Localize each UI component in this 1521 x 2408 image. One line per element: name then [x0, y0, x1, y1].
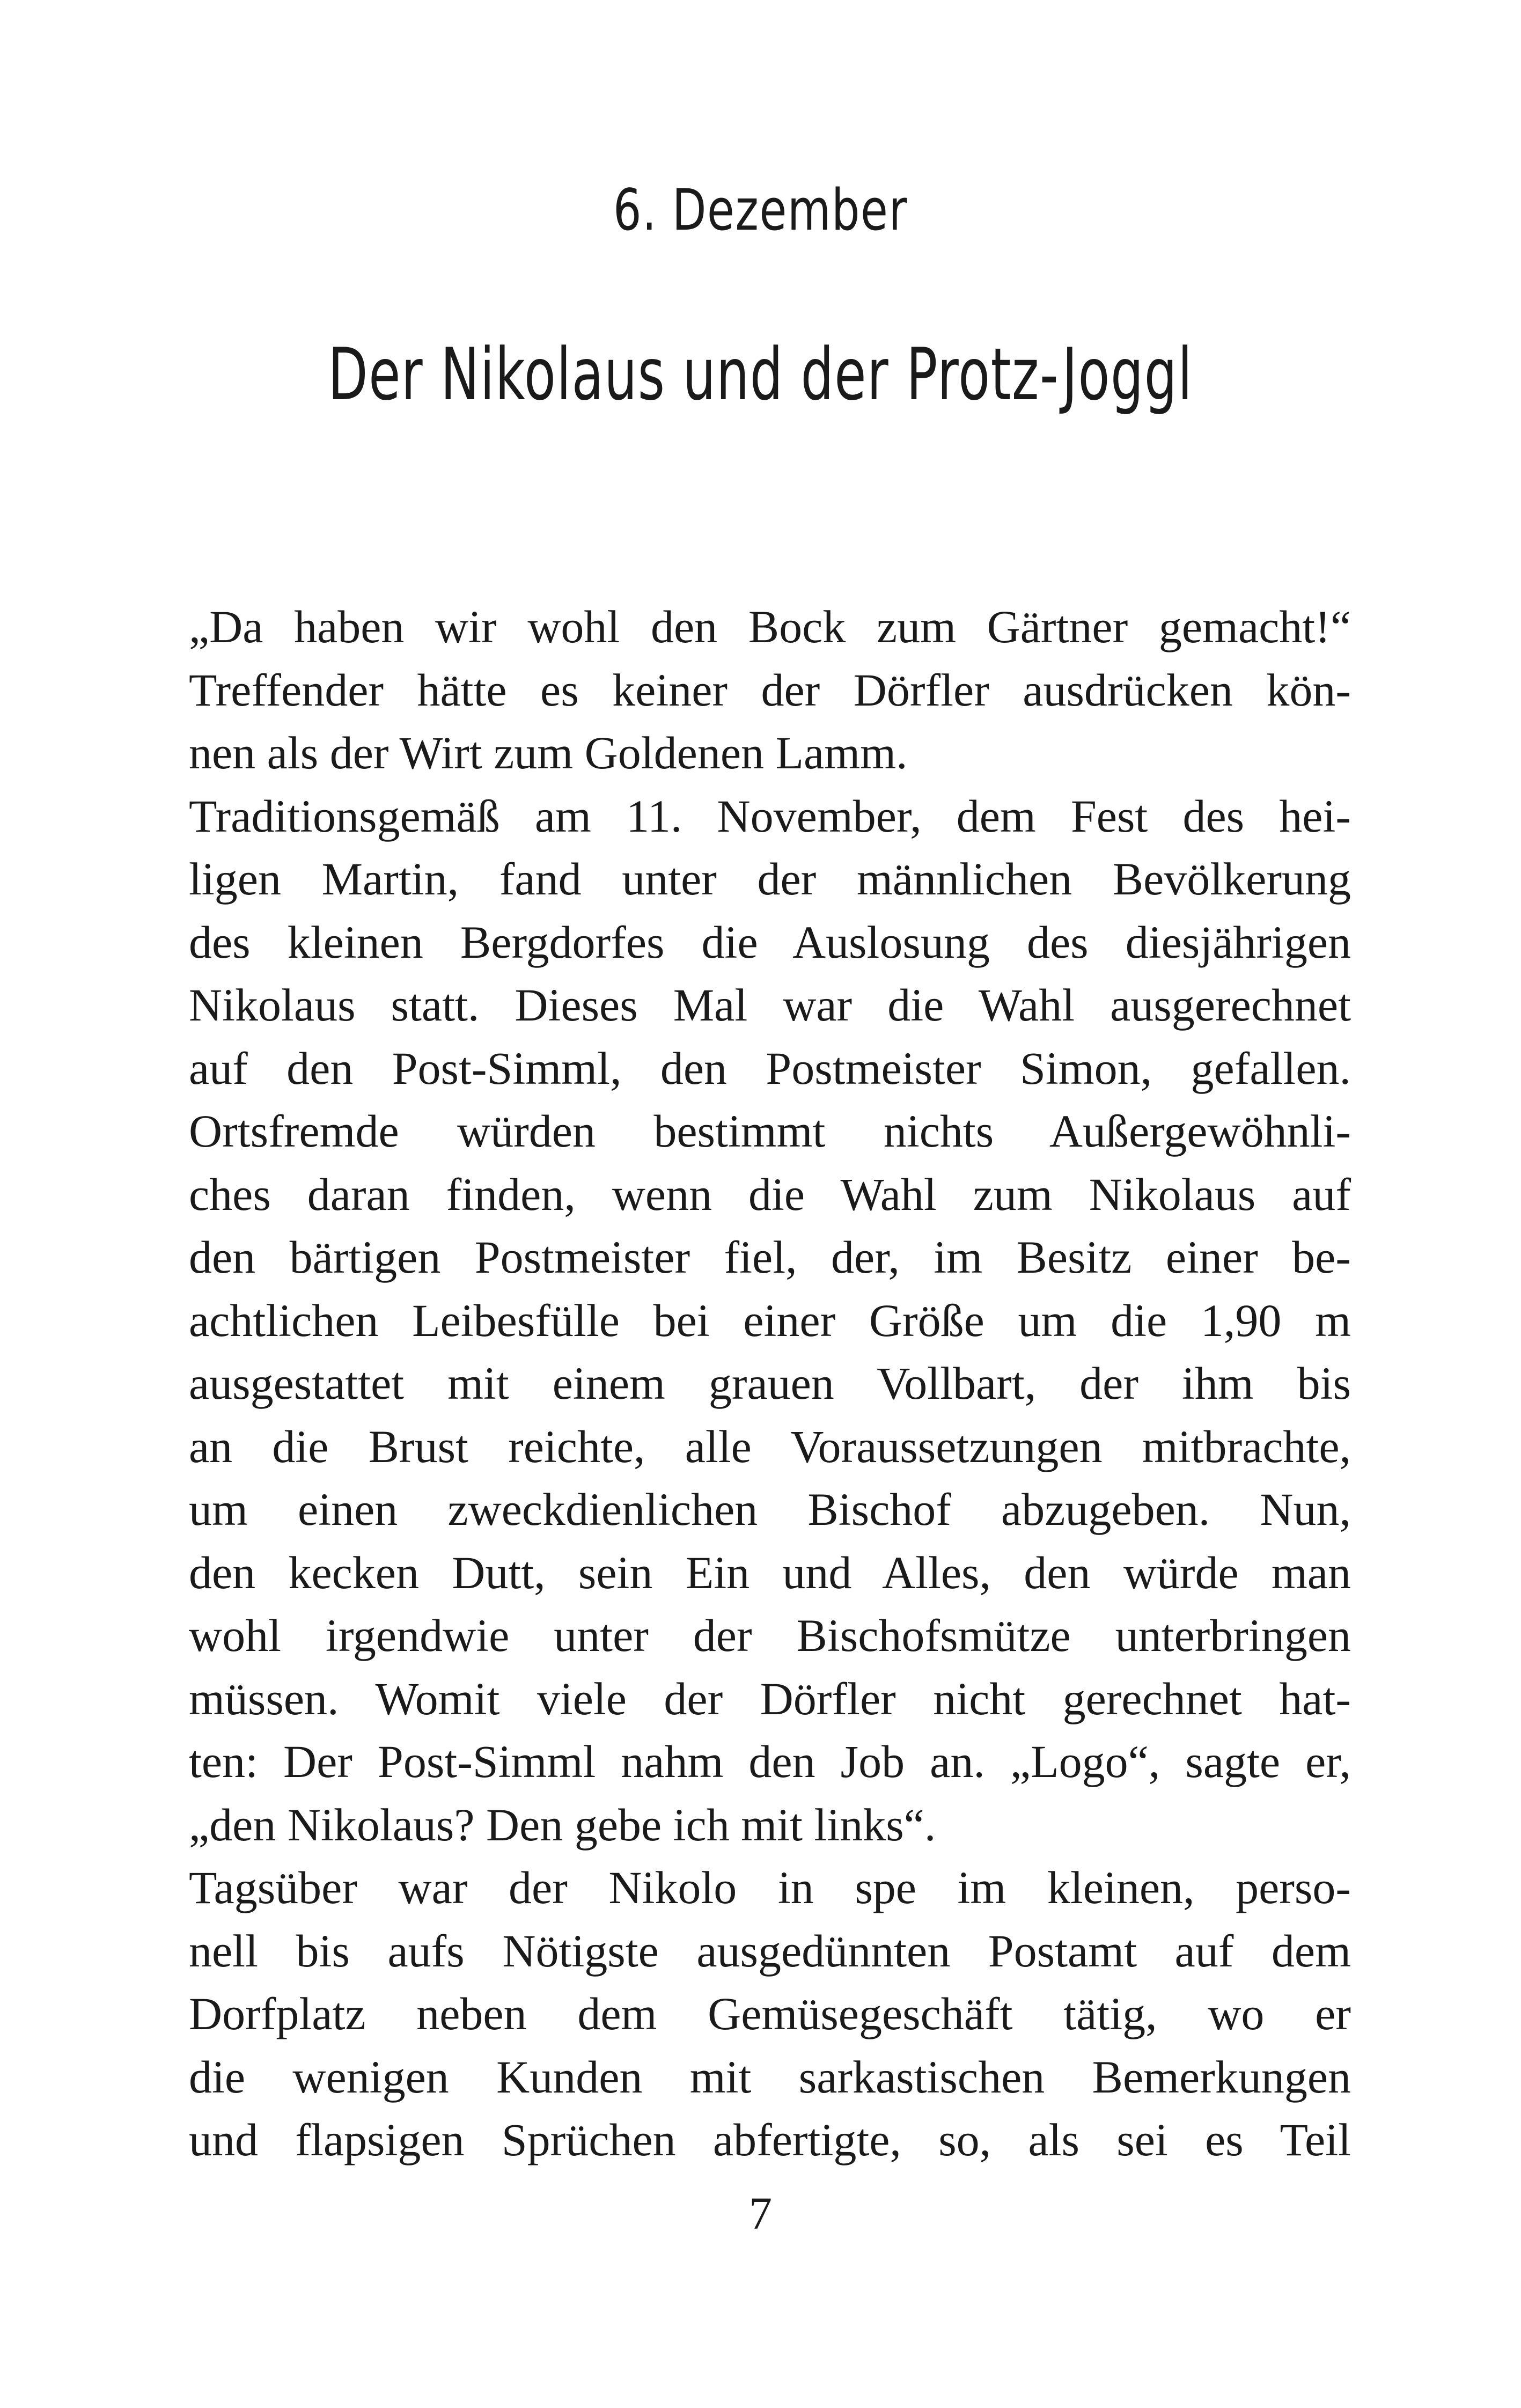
text-line: den bärtigen Postmeister fiel, der, im Besitz einer be-: [189, 1231, 1351, 1283]
text-line: „Da haben wir wohl den Bock zum Gärtner gemacht!“: [189, 601, 1351, 652]
text-line: „den Nikolaus? Den gebe ich mit links“.: [189, 1798, 936, 1851]
text-line: Tagsüber war der Nikolo in spe im kleinen, perso-: [189, 1862, 1351, 1913]
text-line: ches daran finden, wenn die Wahl zum Nikolaus auf: [189, 1168, 1351, 1220]
text-line: die wenigen Kunden mit sarkastischen Bemerkungen: [189, 2051, 1351, 2103]
body-text: [189, 596, 1351, 2172]
text-line: nen als der Wirt zum Goldenen Lamm.: [189, 727, 908, 779]
text-line: nell bis aufs Nötigste ausgedünnten Postamt auf dem: [189, 1925, 1351, 1977]
text-line: und flapsigen Sprüchen abfertigte, so, als sei es Teil: [189, 2114, 1351, 2165]
text-line: Dorfplatz neben dem Gemüsegeschäft tätig, wo er: [189, 1988, 1351, 2039]
text-line: Traditionsgemäß am 11. November, dem Fest des hei-: [189, 790, 1351, 842]
text-line: des kleinen Bergdorfes die Auslosung des diesjährigen: [189, 916, 1351, 968]
text-line: an die Brust reichte, alle Voraussetzungen mitbrachte,: [189, 1420, 1351, 1472]
text-line: achtlichen Leibesfülle bei einer Größe um die 1,90 m: [189, 1294, 1351, 1346]
text-line: müssen. Womit viele der Dörfler nicht gerechnet hat-: [189, 1672, 1351, 1724]
text-line: ten: Der Post-Simml nahm den Job an. „Logo“, sagte er,: [189, 1736, 1351, 1787]
page-number: 7: [749, 2187, 772, 2239]
text-line: den kecken Dutt, sein Ein und Alles, den würde man: [189, 1546, 1351, 1598]
text-line: auf den Post-Simml, den Postmeister Simon, gefallen.: [189, 1042, 1351, 1094]
text-line: Nikolaus statt. Dieses Mal war die Wahl ausgerechnet: [189, 979, 1351, 1031]
text-line: wohl irgendwie unter der Bischofsmütze unterbringen: [189, 1610, 1351, 1661]
text-line: ausgestattet mit einem grauen Vollbart, der ihm bis: [189, 1357, 1351, 1409]
chapter-title: Der Nikolaus und der Protz-Joggl: [328, 333, 1193, 416]
text-line: Ortsfremde würden bestimmt nichts Außergewöhnli-: [189, 1105, 1351, 1157]
text-line: um einen zweckdienlichen Bischof abzugeben. Nun,: [189, 1484, 1351, 1535]
text-line: ligen Martin, fand unter der männlichen Bevölkerung: [189, 853, 1351, 905]
chapter-date: 6. Dezember: [613, 177, 908, 243]
text-line: Treffender hätte es keiner der Dörfler ausdrücken kön-: [189, 664, 1351, 716]
